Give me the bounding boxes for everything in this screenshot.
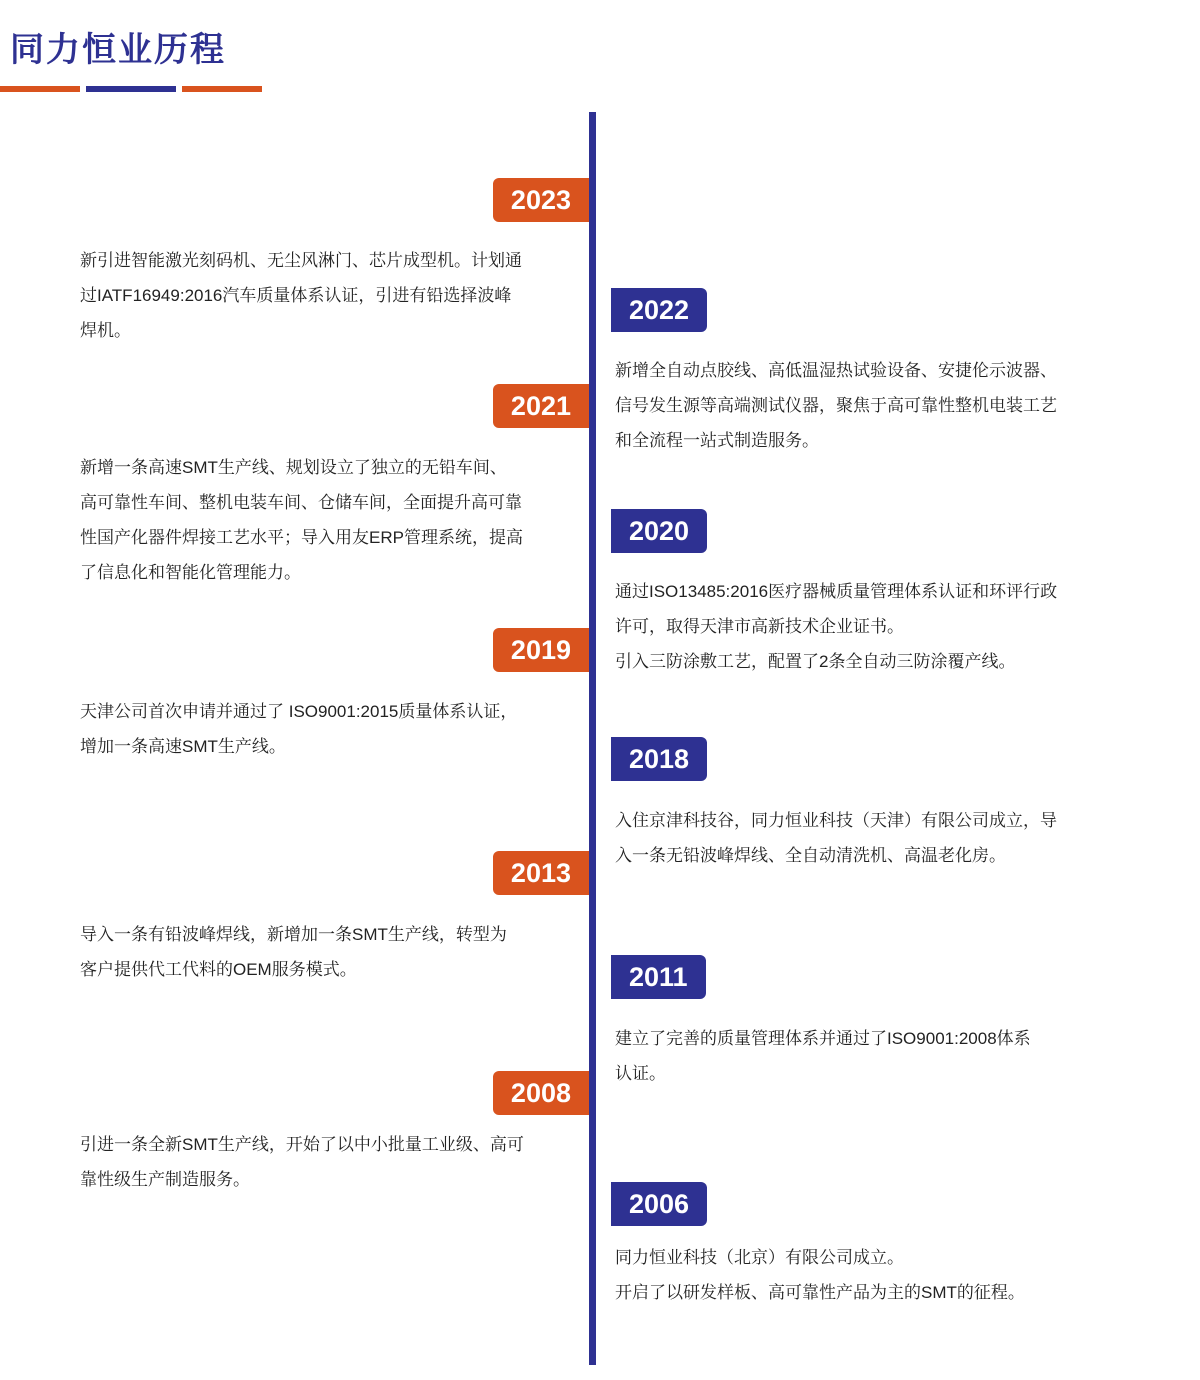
timeline-entry-line: 高可靠性车间、整机电装车间、仓储车间，全面提升高可靠 [80, 493, 522, 512]
timeline-year-tag: 2020 [611, 509, 707, 553]
timeline-year-tag: 2006 [611, 1182, 707, 1226]
timeline-year-tag: 2021 [493, 384, 589, 428]
timeline-entry-line: 过IATF16949:2016汽车质量体系认证，引进有铅选择波峰 [80, 286, 512, 305]
timeline-entry-line: 许可，取得天津市高新技术企业证书。 [615, 617, 904, 636]
timeline-entry-text [80, 243, 590, 348]
timeline-year-tag: 2011 [611, 955, 706, 999]
timeline-entry-line: 靠性级生产制造服务。 [80, 1170, 250, 1189]
timeline-year-tag: 2022 [611, 288, 707, 332]
timeline-entry-line: 天津公司首次申请并通过了 ISO9001:2015质量体系认证， [80, 702, 518, 721]
title-underline-segment-right [182, 86, 262, 92]
timeline-entry-text [615, 353, 1160, 458]
timeline-entry-line: 客户提供代工代料的OEM服务模式。 [80, 960, 357, 979]
timeline-entry-line: 通过ISO13485:2016医疗器械质量管理体系认证和环评行政 [615, 582, 1058, 601]
timeline-entry-line: 新引进智能激光刻码机、无尘风淋门、芯片成型机。计划通 [80, 251, 522, 270]
timeline-axis [589, 112, 596, 1365]
timeline-entry-text [615, 1021, 1160, 1091]
timeline-entry-text [80, 694, 590, 764]
page-header [0, 0, 1200, 110]
timeline-year-tag: 2013 [493, 851, 589, 895]
title-underline-segment-left [0, 86, 80, 92]
timeline-entry-line: 建立了完善的质量管理体系并通过了ISO9001:2008体系 [615, 1029, 1031, 1048]
timeline-year-tag: 2018 [611, 737, 707, 781]
timeline-year-tag: 2008 [493, 1071, 589, 1115]
timeline-entry-line: 新增全自动点胶线、高低温湿热试验设备、安捷伦示波器、 [615, 361, 1057, 380]
title-underline-segment-middle [86, 86, 176, 92]
timeline-entry-line: 了信息化和智能化管理能力。 [80, 563, 301, 582]
timeline-entry-line: 增加一条高速SMT生产线。 [80, 737, 286, 756]
timeline-entry-text [80, 450, 590, 590]
timeline-entry-text [80, 917, 590, 987]
page-title: 同力恒业历程 [10, 31, 226, 69]
timeline-entry-line: 入一条无铅波峰焊线、全自动清洗机、高温老化房。 [615, 846, 1006, 865]
timeline-entry-line: 引入三防涂敷工艺，配置了2条全自动三防涂覆产线。 [615, 652, 1016, 671]
timeline-entry-text [615, 803, 1160, 873]
timeline-year-tag: 2019 [493, 628, 589, 672]
timeline-entry-line: 性国产化器件焊接工艺水平；导入用友ERP管理系统，提高 [80, 528, 523, 547]
timeline-entry-line: 导入一条有铅波峰焊线，新增加一条SMT生产线，转型为 [80, 925, 507, 944]
timeline-entry-line: 入住京津科技谷，同力恒业科技（天津）有限公司成立，导 [615, 811, 1057, 830]
timeline-entry-line: 焊机。 [80, 321, 131, 340]
timeline-entry-text [80, 1127, 590, 1197]
timeline-entry-line: 同力恒业科技（北京）有限公司成立。 [615, 1248, 904, 1267]
timeline-year-tag: 2023 [493, 178, 589, 222]
timeline-entry-line: 和全流程一站式制造服务。 [615, 431, 819, 450]
timeline-entry-line: 认证。 [615, 1064, 666, 1083]
timeline-entry-text [615, 574, 1160, 679]
timeline-entry-line: 引进一条全新SMT生产线，开始了以中小批量工业级、高可 [80, 1135, 524, 1154]
timeline-entry-line: 新增一条高速SMT生产线、规划设立了独立的无铅车间、 [80, 458, 507, 477]
timeline-entry-line: 开启了以研发样板、高可靠性产品为主的SMT的征程。 [615, 1283, 1025, 1302]
timeline-entry-text [615, 1240, 1160, 1310]
timeline-entry-line: 信号发生源等高端测试仪器，聚焦于高可靠性整机电装工艺 [615, 396, 1057, 415]
